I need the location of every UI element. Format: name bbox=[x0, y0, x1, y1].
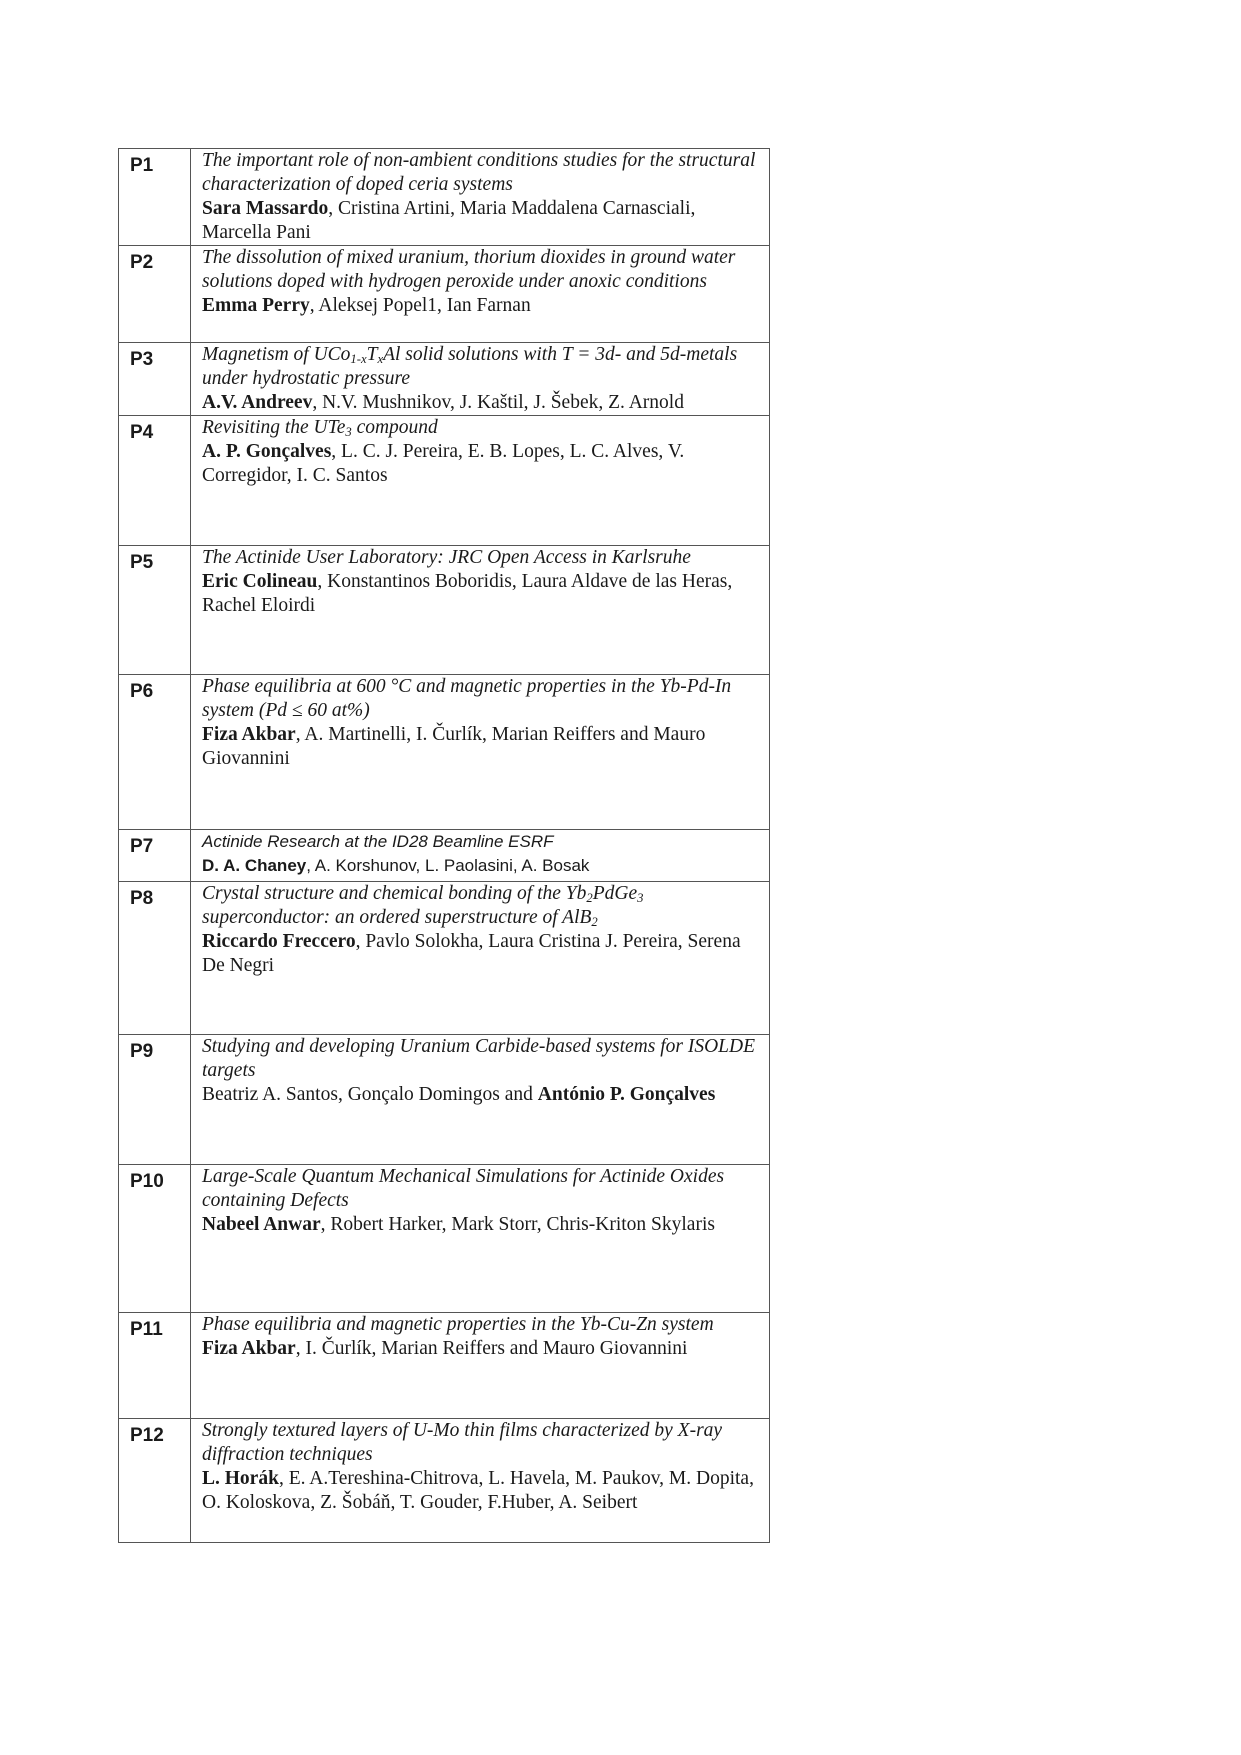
table-row bbox=[119, 416, 770, 546]
poster-number: P12 bbox=[119, 1419, 191, 1543]
poster-number: P8 bbox=[119, 882, 191, 1035]
title-subscript: 2 bbox=[586, 891, 593, 906]
poster-authors bbox=[202, 391, 761, 415]
title-subscript: 3 bbox=[345, 425, 352, 440]
poster-authors bbox=[202, 440, 761, 488]
poster-title: The important role of non-ambient conditions studies for the structural characterization of doped ceria systems bbox=[202, 150, 756, 195]
presenting-author: A. P. Gonçalves bbox=[202, 441, 332, 462]
poster-number: P6 bbox=[119, 675, 191, 830]
table-row bbox=[119, 1035, 770, 1165]
presenting-author: L. Horák bbox=[202, 1468, 279, 1489]
poster-number: P1 bbox=[119, 149, 191, 246]
title-subscript: 2 bbox=[591, 915, 598, 930]
poster-entry bbox=[191, 1035, 770, 1165]
poster-title: Phase equilibria and magnetic properties in the Yb-Cu-Zn system bbox=[202, 1314, 714, 1335]
co-authors: , Robert Harker, Mark Storr, Chris-Kriton Skylaris bbox=[320, 1214, 715, 1235]
co-authors: Beatriz A. Santos, Gonçalo Domingos and bbox=[202, 1084, 538, 1105]
co-authors: , Pavlo Solokha, Laura Cristina J. Pereira, Serena De Negri bbox=[202, 931, 741, 976]
poster-entry bbox=[191, 882, 770, 1035]
title-text: T bbox=[366, 344, 378, 365]
title-subscript: 1-x bbox=[350, 352, 367, 367]
co-authors: , Konstantinos Boboridis, Laura Aldave de las Heras, Rachel Eloirdi bbox=[202, 571, 733, 616]
poster-title: Strongly textured layers of U-Mo thin films characterized by X-ray diffraction techniques bbox=[202, 1420, 723, 1465]
presenting-author: Riccardo Freccero bbox=[202, 931, 356, 952]
poster-number: P5 bbox=[119, 546, 191, 675]
poster-list-table bbox=[118, 148, 770, 1543]
poster-entry bbox=[191, 1313, 770, 1419]
poster-authors bbox=[202, 723, 761, 771]
poster-title: The Actinide User Laboratory: JRC Open Access in Karlsruhe bbox=[202, 547, 691, 568]
table-row bbox=[119, 546, 770, 675]
title-text: Magnetism of UCo bbox=[202, 344, 351, 365]
poster-number: P11 bbox=[119, 1313, 191, 1419]
poster-number: P3 bbox=[119, 343, 191, 416]
poster-authors bbox=[202, 1083, 761, 1107]
poster-title: Phase equilibria at 600 °C and magnetic properties in the Yb-Pd-In system (Pd ≤ 60 at%) bbox=[202, 676, 732, 721]
table-row bbox=[119, 675, 770, 830]
title-subscript: x bbox=[377, 352, 384, 367]
title-text: Crystal structure and chemical bonding of the Yb bbox=[202, 883, 587, 904]
poster-title: Actinide Research at the ID28 Beamline ESRF bbox=[202, 832, 554, 851]
poster-entry bbox=[191, 1419, 770, 1543]
presenting-author: Fiza Akbar bbox=[202, 724, 296, 745]
presenting-author: Sara Massardo bbox=[202, 198, 329, 219]
poster-number: P7 bbox=[119, 830, 191, 882]
poster-title: Studying and developing Uranium Carbide-based systems for ISOLDE targets bbox=[202, 1036, 755, 1081]
table-row bbox=[119, 830, 770, 882]
poster-authors bbox=[202, 1337, 761, 1361]
title-text: Al solid solutions with T = 3d- and 5d-metals under hydrostatic pressure bbox=[202, 344, 738, 389]
co-authors: , I. Čurlík, Marian Reiffers and Mauro Giovannini bbox=[295, 1338, 688, 1359]
co-authors: , E. A.Tereshina-Chitrova, L. Havela, M. Paukov, M. Dopita, O. Koloskova, Z. Šobáň, T. Gouder, F.Huber, A. Seibert bbox=[202, 1468, 754, 1513]
poster-entry bbox=[191, 246, 770, 343]
title-text: superconductor: an ordered superstructure of AlB bbox=[202, 907, 592, 928]
poster-authors bbox=[202, 930, 761, 978]
poster-title bbox=[202, 416, 761, 440]
poster-entry bbox=[191, 149, 770, 246]
co-authors: , Cristina Artini, Maria Maddalena Carnasciali, Marcella Pani bbox=[202, 198, 696, 243]
co-authors: , Aleksej Popel1, Ian Farnan bbox=[309, 295, 531, 316]
table-row bbox=[119, 1165, 770, 1313]
presenting-author: D. A. Chaney bbox=[202, 856, 307, 875]
title-text: PdGe bbox=[592, 883, 638, 904]
co-authors: , A. Martinelli, I. Čurlík, Marian Reiffers and Mauro Giovannini bbox=[202, 724, 706, 769]
title-text: compound bbox=[351, 417, 438, 438]
presenting-author: Eric Colineau bbox=[202, 571, 318, 592]
table-row bbox=[119, 1313, 770, 1419]
poster-entry bbox=[191, 1165, 770, 1313]
presenting-author: Emma Perry bbox=[202, 295, 310, 316]
poster-number: P9 bbox=[119, 1035, 191, 1165]
table-row bbox=[119, 1419, 770, 1543]
presenting-author: Nabeel Anwar bbox=[202, 1214, 321, 1235]
poster-title: The dissolution of mixed uranium, thorium dioxides in ground water solutions doped with hydrogen peroxide under anoxic conditions bbox=[202, 247, 736, 292]
poster-number: P10 bbox=[119, 1165, 191, 1313]
poster-number: P2 bbox=[119, 246, 191, 343]
poster-authors bbox=[202, 1467, 761, 1515]
poster-entry bbox=[191, 675, 770, 830]
poster-title: Large-Scale Quantum Mechanical Simulations for Actinide Oxides containing Defects bbox=[202, 1166, 725, 1211]
presenting-author: A.V. Andreev bbox=[202, 392, 313, 413]
co-authors: , L. C. J. Pereira, E. B. Lopes, L. C. Alves, V. Corregidor, I. C. Santos bbox=[202, 441, 685, 486]
title-text: Revisiting the UTe bbox=[202, 417, 346, 438]
co-authors: , A. Korshunov, L. Paolasini, A. Bosak bbox=[306, 856, 590, 875]
poster-entry bbox=[191, 546, 770, 675]
table-row bbox=[119, 882, 770, 1035]
presenting-author: António P. Gonçalves bbox=[537, 1084, 716, 1105]
poster-authors bbox=[202, 294, 761, 318]
title-subscript: 3 bbox=[637, 891, 644, 906]
presenting-author: Fiza Akbar bbox=[202, 1338, 296, 1359]
poster-entry bbox=[191, 343, 770, 416]
poster-number: P4 bbox=[119, 416, 191, 546]
poster-authors bbox=[202, 197, 761, 245]
co-authors: , N.V. Mushnikov, J. Kaštil, J. Šebek, Z. Arnold bbox=[312, 392, 684, 413]
poster-authors bbox=[202, 1213, 761, 1237]
poster-authors bbox=[202, 570, 761, 618]
poster-entry bbox=[191, 416, 770, 546]
poster-entry bbox=[191, 830, 770, 882]
table-row bbox=[119, 246, 770, 343]
table-row bbox=[119, 149, 770, 246]
poster-title bbox=[202, 343, 761, 391]
poster-authors bbox=[202, 854, 761, 878]
table-row bbox=[119, 343, 770, 416]
poster-title bbox=[202, 882, 761, 930]
